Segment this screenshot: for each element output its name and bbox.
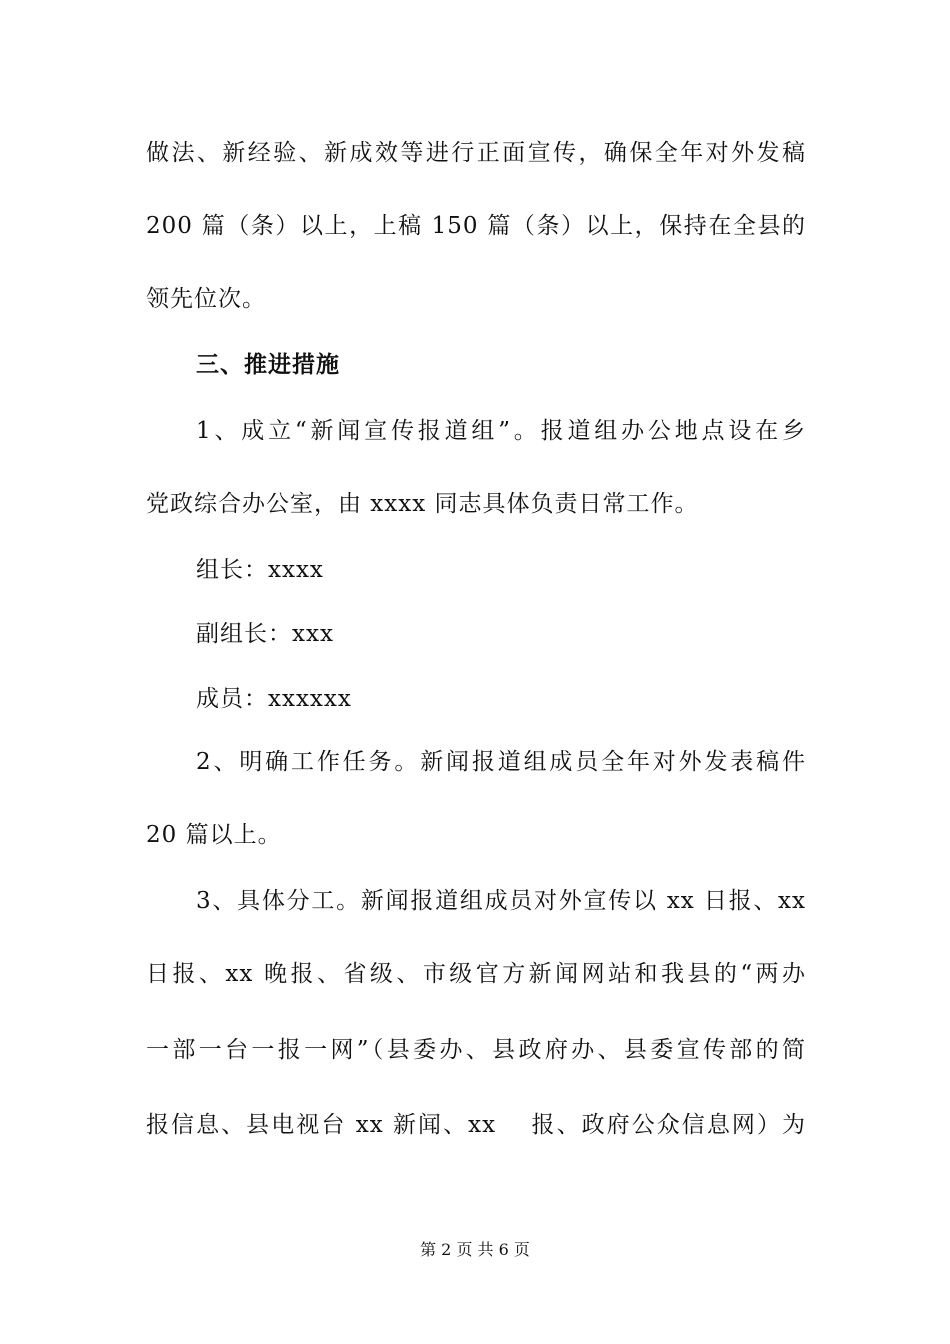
paragraph-line: 报信息、县电视台 xx 新闻、xx 报、政府公众信息网）为 xyxy=(146,1112,806,1138)
section-heading: 三、推进措施 xyxy=(196,352,340,378)
paragraph-line: 日报、xx 晚报、省级、市级官方新闻网站和我县的“两办 xyxy=(146,961,806,987)
paragraph-line: 1、成立“新闻宣传报道组”。报道组办公地点设在乡 xyxy=(196,418,806,444)
deputy-leader-line: 副组长：xxx xyxy=(196,621,334,647)
paragraph-line: 200 篇（条）以上，上稿 150 篇（条）以上，保持在全县的 xyxy=(146,213,806,239)
paragraph-line: 领先位次。 xyxy=(146,286,266,312)
paragraph-line: 做法、新经验、新成效等进行正面宣传，确保全年对外发稿 xyxy=(146,140,806,166)
paragraph-line: 2、明确工作任务。新闻报道组成员全年对外发表稿件 xyxy=(196,749,806,775)
paragraph-line: 一部一台一报一网”（县委办、县政府办、县委宣传部的简 xyxy=(146,1037,806,1063)
paragraph-line: 3、具体分工。新闻报道组成员对外宣传以 xx 日报、xx xyxy=(196,888,806,914)
paragraph-line: 党政综合办公室，由 xxxx 同志具体负责日常工作。 xyxy=(146,491,699,517)
team-leader-line: 组长：xxxx xyxy=(196,557,324,583)
members-line: 成员：xxxxxx xyxy=(196,686,352,712)
paragraph-line: 20 篇以上。 xyxy=(146,822,282,848)
page-number-footer: 第 2 页 共 6 页 xyxy=(420,1240,530,1259)
